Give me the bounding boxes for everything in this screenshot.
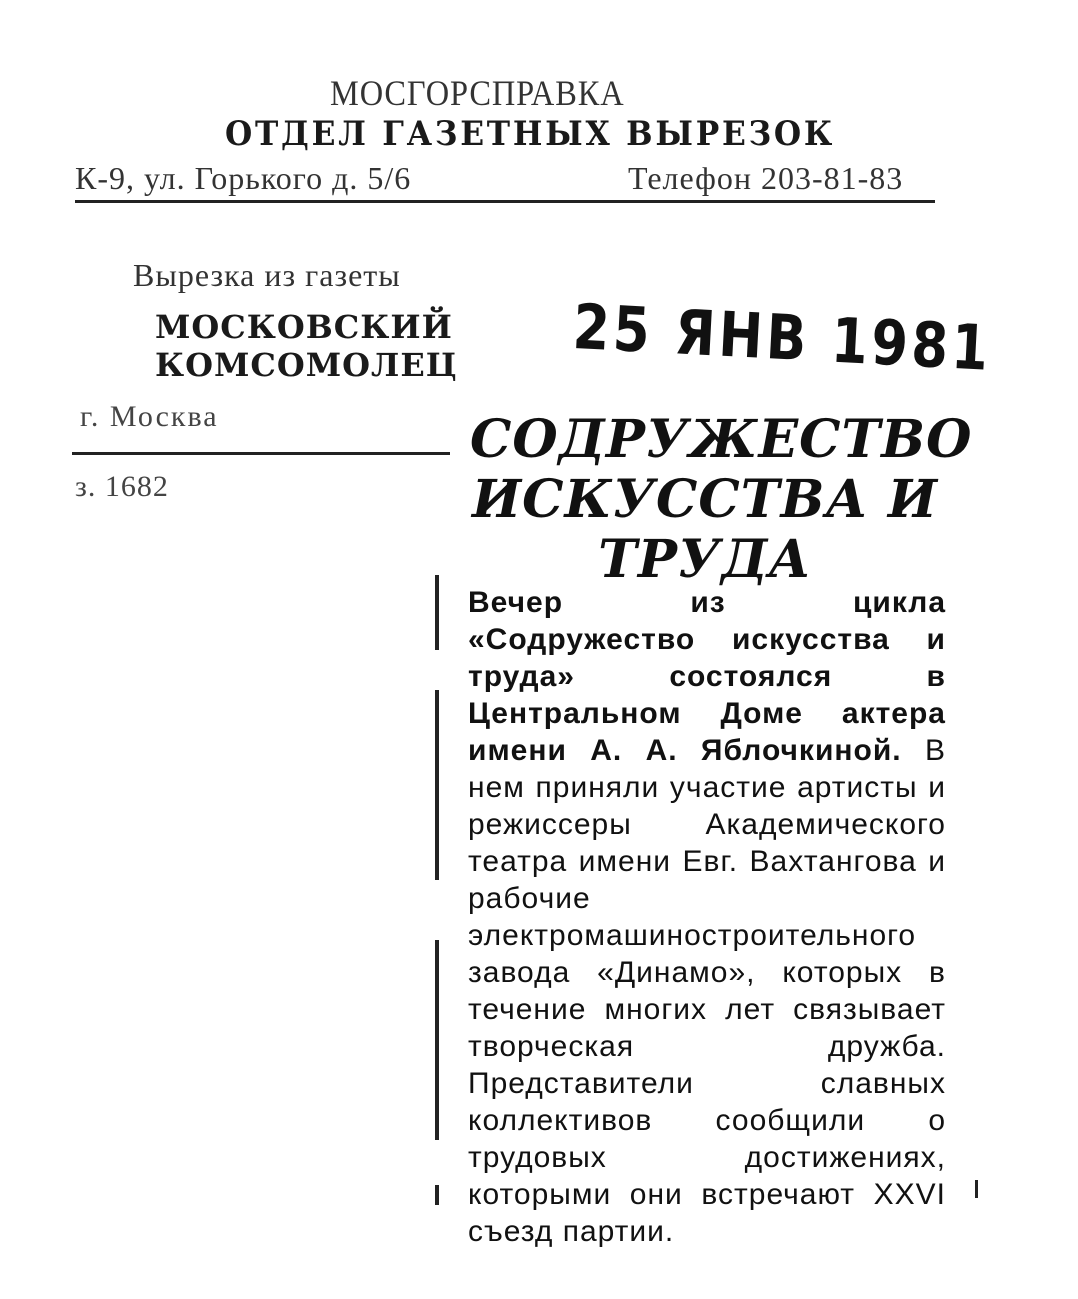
phone-number: Телефон 203-81-83 [628, 160, 904, 196]
order-number: з. 1682 [75, 470, 169, 503]
column-cut-mark [435, 575, 439, 650]
info-divider [72, 452, 450, 455]
column-cut-mark [435, 690, 439, 880]
article-headline: СОДРУЖЕСТВО ИСКУССТВА И ТРУДА [470, 409, 973, 590]
date-stamp: 25 ЯНВ 1981 [571, 290, 994, 385]
column-cut-mark [975, 1180, 978, 1198]
article-lead: Вечер из цикла «Содружество искусства и труда» состоялся в Центральном Доме актера имени А. А. Яблочкиной. [468, 586, 946, 767]
clipping-label: Вырезка из газеты [133, 257, 401, 293]
organization-name: МОСГОРСПРАВКА [330, 73, 625, 113]
article-text: В нем приняли участие артисты и режиссеры Академического театра имени Евг. Вахтангова и рабочие электромашиностроительного завода «Динамо», которых в течение многих лет связывает творческая дружба. Представители славных коллективов сообщили о трудовых достижениях, которыми они встречают XXVI съезд партии. [468, 734, 946, 1248]
column-cut-mark [435, 940, 439, 1140]
article-body [468, 584, 946, 1250]
column-cut-mark [435, 1185, 439, 1205]
department-name: ОТДЕЛ ГАЗЕТНЫХ ВЫРЕЗОК [225, 114, 836, 154]
address: К-9, ул. Горького д. 5/6 [75, 160, 412, 196]
newspaper-name: МОСКОВСКИЙ КОМСОМОЛЕЦ [155, 308, 458, 384]
city: г. Москва [80, 400, 219, 433]
header-divider [75, 200, 935, 203]
